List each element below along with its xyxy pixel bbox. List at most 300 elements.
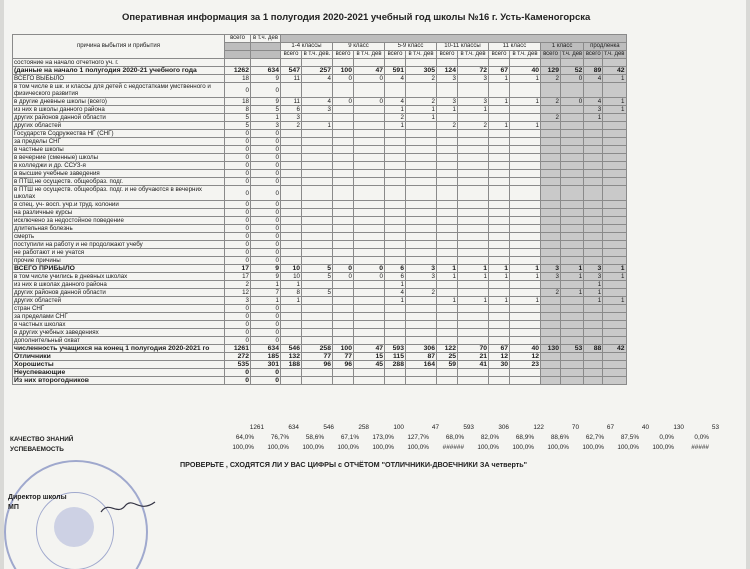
table-cell	[541, 217, 561, 225]
table-row	[13, 106, 627, 114]
quality-values	[219, 434, 709, 441]
value-cell: 87,5%	[620, 434, 639, 441]
subheader-cell: т.ч. дев	[604, 51, 625, 57]
table-cell: 4	[584, 75, 603, 83]
table-cell	[354, 297, 385, 305]
table-cell	[489, 114, 510, 122]
table-cell	[510, 146, 541, 154]
table-cell	[510, 369, 541, 377]
table-cell: 1	[510, 265, 541, 273]
table-cell	[541, 186, 561, 201]
table-cell: 1	[406, 114, 437, 122]
table-cell	[406, 321, 437, 329]
table-cell	[354, 83, 385, 98]
table-cell: 12	[510, 353, 541, 361]
table-cell	[584, 377, 603, 385]
table-row	[13, 154, 627, 162]
table-cell	[510, 233, 541, 241]
value-cell: 68,0%	[445, 434, 464, 441]
table-cell	[489, 249, 510, 257]
table-cell	[437, 130, 458, 138]
table-cell: 10	[281, 265, 302, 273]
table-cell: 0	[225, 249, 251, 257]
table-cell: 1	[281, 281, 302, 289]
table-cell	[333, 249, 354, 257]
table-cell	[333, 305, 354, 313]
table-cell	[385, 377, 406, 385]
subheader-cell: в т.ч. дев	[510, 51, 541, 59]
table-cell	[385, 130, 406, 138]
table-cell	[281, 321, 302, 329]
row-label: поступили на работу и не продолжают учебу	[13, 241, 225, 249]
table-row	[13, 114, 627, 122]
table-cell: 4	[302, 75, 333, 83]
table-cell	[406, 225, 437, 233]
table-cell: 11	[281, 98, 302, 106]
table-cell	[584, 201, 603, 209]
table-cell	[584, 225, 603, 233]
table-cell: 1	[385, 297, 406, 305]
table-cell	[458, 59, 489, 67]
table-cell	[354, 59, 385, 67]
table-cell	[302, 329, 333, 337]
row-label: других районов данной области	[13, 114, 225, 122]
table-cell	[281, 130, 302, 138]
table-cell: 1	[561, 289, 584, 297]
row-label: других областей	[13, 297, 225, 305]
subheader-cell: в т.ч. дев	[354, 51, 385, 59]
subheader-cell: в т.ч. дев	[458, 51, 489, 59]
header-c1: 1 класс	[541, 43, 584, 51]
table-cell	[584, 241, 603, 249]
table-cell	[561, 122, 584, 130]
totals-row	[229, 424, 719, 431]
table-cell	[510, 305, 541, 313]
table-cell: 6	[385, 265, 406, 273]
table-cell	[584, 138, 603, 146]
table-cell: 1	[458, 265, 489, 273]
table-cell	[510, 170, 541, 178]
table-cell	[489, 130, 510, 138]
table-cell	[333, 297, 354, 305]
table-cell	[333, 170, 354, 178]
table-cell	[354, 249, 385, 257]
table-cell: 9	[251, 98, 281, 106]
table-cell: 2	[225, 281, 251, 289]
table-cell: 0	[251, 257, 281, 265]
table-cell	[584, 59, 603, 67]
table-cell: 0	[354, 98, 385, 106]
table-cell	[385, 313, 406, 321]
table-cell	[437, 138, 458, 146]
table-cell	[458, 233, 489, 241]
table-cell: 0	[561, 75, 584, 83]
table-cell: 0	[251, 305, 281, 313]
table-cell: 2	[458, 122, 489, 130]
table-cell	[584, 249, 603, 257]
table-cell: 77	[333, 353, 354, 361]
table-cell: 634	[251, 345, 281, 353]
table-cell: 4	[385, 289, 406, 297]
subheader-cell: в т.ч. дев	[406, 51, 437, 59]
table-cell	[385, 59, 406, 67]
table-cell	[437, 186, 458, 201]
table-cell	[458, 138, 489, 146]
table-cell	[385, 217, 406, 225]
row-label: за пределы СНГ	[13, 138, 225, 146]
table-cell: 2	[541, 114, 561, 122]
table-cell	[489, 178, 510, 186]
table-cell	[489, 209, 510, 217]
table-cell	[489, 313, 510, 321]
table-cell: 535	[225, 361, 251, 369]
table-cell: 3	[302, 106, 333, 114]
table-cell: 3	[458, 75, 489, 83]
table-cell: 3	[437, 98, 458, 106]
table-cell: 0	[225, 162, 251, 170]
table-cell	[561, 114, 584, 122]
table-cell	[584, 209, 603, 217]
header-row-1	[13, 35, 627, 43]
table-cell	[510, 313, 541, 321]
table-cell: 1	[603, 75, 626, 83]
table-cell: 0	[354, 273, 385, 281]
table-cell	[489, 170, 510, 178]
header-g1-4: 1-4 классы	[281, 43, 333, 51]
table-cell	[489, 289, 510, 297]
table-cell	[333, 162, 354, 170]
table-cell	[458, 83, 489, 98]
table-cell	[354, 186, 385, 201]
table-cell	[603, 201, 626, 209]
table-cell: 100	[333, 67, 354, 75]
table-cell: 0	[354, 265, 385, 273]
table-cell: 547	[281, 67, 302, 75]
table-cell: 1	[437, 297, 458, 305]
table-cell	[354, 329, 385, 337]
table-cell: 4	[584, 98, 603, 106]
table-cell	[281, 138, 302, 146]
table-cell	[458, 249, 489, 257]
row-label: в других учебных заведениях	[13, 329, 225, 337]
table-cell	[510, 186, 541, 201]
value-cell: 127,7%	[407, 434, 429, 441]
table-cell	[406, 377, 437, 385]
table-cell	[406, 209, 437, 217]
value-cell: 62,7%	[585, 434, 604, 441]
value-cell: 100,0%	[302, 444, 324, 451]
table-cell: 3	[458, 98, 489, 106]
table-cell	[510, 106, 541, 114]
table-row	[13, 369, 627, 377]
table-cell	[541, 377, 561, 385]
table-cell: 546	[281, 345, 302, 353]
table-cell	[406, 313, 437, 321]
table-cell	[354, 241, 385, 249]
director-stamp-label: МП	[8, 504, 19, 511]
table-cell	[354, 313, 385, 321]
table-cell	[302, 114, 333, 122]
table-cell	[561, 257, 584, 265]
table-cell	[510, 321, 541, 329]
table-cell	[489, 106, 510, 114]
table-cell	[603, 186, 626, 201]
table-cell	[333, 209, 354, 217]
table-cell: 0	[251, 377, 281, 385]
table-cell	[458, 209, 489, 217]
table-cell	[489, 59, 510, 67]
emblem-icon	[54, 507, 94, 547]
table-cell	[385, 162, 406, 170]
table-cell	[281, 217, 302, 225]
table-cell	[458, 369, 489, 377]
table-cell	[437, 162, 458, 170]
table-cell	[333, 321, 354, 329]
table-row	[13, 337, 627, 345]
table-cell	[561, 305, 584, 313]
table-cell	[458, 154, 489, 162]
table-cell	[281, 154, 302, 162]
value-cell: 100,0%	[477, 444, 499, 451]
table-row	[13, 321, 627, 329]
table-cell: 272	[225, 353, 251, 361]
table-cell	[437, 321, 458, 329]
table-cell	[489, 241, 510, 249]
table-cell	[354, 106, 385, 114]
table-cell	[458, 337, 489, 345]
value-cell: 100,0%	[372, 444, 394, 451]
table-cell	[603, 361, 626, 369]
table-cell	[561, 297, 584, 305]
table-cell	[603, 138, 626, 146]
table-cell: 5	[225, 114, 251, 122]
table-row	[13, 59, 627, 67]
table-cell: 0	[333, 98, 354, 106]
table-cell	[281, 209, 302, 217]
table-cell	[584, 233, 603, 241]
table-cell	[354, 289, 385, 297]
value-cell: 68,9%	[515, 434, 534, 441]
table-cell	[458, 178, 489, 186]
table-cell: 18	[225, 98, 251, 106]
table-cell	[281, 225, 302, 233]
table-cell: 67	[489, 67, 510, 75]
table-cell	[354, 377, 385, 385]
table-cell	[541, 154, 561, 162]
table-cell: 0	[225, 130, 251, 138]
table-cell	[458, 114, 489, 122]
table-cell	[385, 154, 406, 162]
value-cell: 306	[498, 424, 509, 431]
table-cell	[437, 289, 458, 297]
table-cell	[437, 154, 458, 162]
table-row	[13, 257, 627, 265]
table-cell: 1262	[225, 67, 251, 75]
row-label: в вечерние (сменные) школы	[13, 154, 225, 162]
row-label: дополнительный охват	[13, 337, 225, 345]
table-cell: 0	[251, 321, 281, 329]
table-cell	[437, 313, 458, 321]
table-cell: 0	[561, 98, 584, 106]
table-cell	[406, 59, 437, 67]
table-cell: 0	[251, 146, 281, 154]
table-cell	[489, 186, 510, 201]
table-cell	[281, 83, 302, 98]
table-row	[13, 130, 627, 138]
table-cell: 1	[584, 289, 603, 297]
table-cell	[385, 178, 406, 186]
table-cell	[561, 146, 584, 154]
table-cell	[437, 337, 458, 345]
table-cell	[541, 233, 561, 241]
table-cell	[406, 154, 437, 162]
table-cell	[385, 321, 406, 329]
table-cell	[510, 329, 541, 337]
table-cell	[437, 178, 458, 186]
table-cell	[385, 201, 406, 209]
table-cell	[603, 233, 626, 241]
table-cell	[584, 217, 603, 225]
table-cell	[437, 305, 458, 313]
table-cell	[603, 289, 626, 297]
table-cell: 1	[406, 106, 437, 114]
table-cell	[302, 225, 333, 233]
table-cell	[510, 249, 541, 257]
table-cell: 1	[458, 297, 489, 305]
table-row	[13, 170, 627, 178]
table-cell	[251, 59, 281, 67]
table-cell	[302, 186, 333, 201]
table-cell	[584, 353, 603, 361]
table-cell	[385, 249, 406, 257]
table-cell	[333, 281, 354, 289]
table-cell	[458, 289, 489, 297]
table-cell: 87	[406, 353, 437, 361]
value-cell: 53	[711, 424, 719, 431]
table-cell	[510, 162, 541, 170]
table-cell	[281, 233, 302, 241]
table-cell: 2	[437, 122, 458, 130]
table-cell	[489, 281, 510, 289]
table-cell	[458, 377, 489, 385]
table-cell: 0	[225, 257, 251, 265]
table-cell: 122	[437, 345, 458, 353]
value-cell: 634	[288, 424, 299, 431]
header-g9: 9 класс	[333, 43, 385, 51]
table-cell	[561, 106, 584, 114]
table-cell	[458, 162, 489, 170]
table-cell	[333, 138, 354, 146]
table-cell: 130	[541, 345, 561, 353]
table-cell	[354, 154, 385, 162]
subheader-cell: всего	[584, 51, 603, 59]
table-cell: 0	[251, 337, 281, 345]
table-cell	[603, 122, 626, 130]
quality-label: КАЧЕСТВО ЗНАНИЙ	[10, 436, 74, 443]
table-cell	[281, 241, 302, 249]
table-cell: 53	[561, 345, 584, 353]
table-cell: 132	[281, 353, 302, 361]
table-cell	[584, 170, 603, 178]
table-cell	[354, 130, 385, 138]
table-cell	[510, 138, 541, 146]
table-cell	[458, 321, 489, 329]
table-cell	[584, 186, 603, 201]
value-cell: 64,0%	[235, 434, 254, 441]
table-cell	[354, 257, 385, 265]
table-cell: 1	[510, 75, 541, 83]
table-cell: 0	[225, 233, 251, 241]
table-cell	[281, 313, 302, 321]
table-cell	[489, 201, 510, 209]
value-cell: 67	[606, 424, 614, 431]
table-cell	[489, 233, 510, 241]
table-cell	[489, 138, 510, 146]
table-cell: 3	[437, 75, 458, 83]
table-cell: 3	[251, 122, 281, 130]
table-row	[13, 201, 627, 209]
row-label: исключено за недостойное поведение	[13, 217, 225, 225]
table-cell	[281, 337, 302, 345]
table-cell	[437, 377, 458, 385]
table-cell: 1	[561, 273, 584, 281]
value-cell: 82,0%	[480, 434, 499, 441]
table-cell: 11	[281, 75, 302, 83]
table-cell	[406, 186, 437, 201]
table-cell: 591	[385, 67, 406, 75]
table-cell	[584, 305, 603, 313]
table-cell	[458, 305, 489, 313]
table-cell: 0	[333, 265, 354, 273]
table-cell	[541, 297, 561, 305]
table-cell	[541, 83, 561, 98]
table-cell	[437, 170, 458, 178]
row-label: в том числе учились в дневных школах	[13, 273, 225, 281]
table-cell: 41	[458, 361, 489, 369]
table-cell: 2	[385, 114, 406, 122]
table-cell: 1	[489, 273, 510, 281]
table-cell: 0	[251, 201, 281, 209]
table-cell	[302, 130, 333, 138]
table-cell: 100	[333, 345, 354, 353]
table-cell	[561, 178, 584, 186]
table-cell	[354, 146, 385, 154]
table-cell: 3	[584, 273, 603, 281]
value-cell: 1261	[249, 424, 264, 431]
table-cell	[510, 289, 541, 297]
table-cell	[489, 217, 510, 225]
table-cell	[406, 297, 437, 305]
table-cell	[406, 178, 437, 186]
table-cell: 0	[225, 225, 251, 233]
value-cell: 100,0%	[652, 444, 674, 451]
table-cell	[458, 281, 489, 289]
table-cell	[561, 281, 584, 289]
table-cell: 9	[251, 273, 281, 281]
table-cell	[458, 170, 489, 178]
table-cell	[584, 146, 603, 154]
table-cell	[561, 369, 584, 377]
table-cell	[458, 313, 489, 321]
table-cell: 47	[354, 345, 385, 353]
table-cell: 8	[225, 106, 251, 114]
subheader-cell: всего	[541, 51, 561, 59]
table-row	[13, 138, 627, 146]
table-cell: 0	[225, 138, 251, 146]
table-cell	[385, 233, 406, 241]
table-cell	[302, 162, 333, 170]
table-cell: 0	[225, 178, 251, 186]
